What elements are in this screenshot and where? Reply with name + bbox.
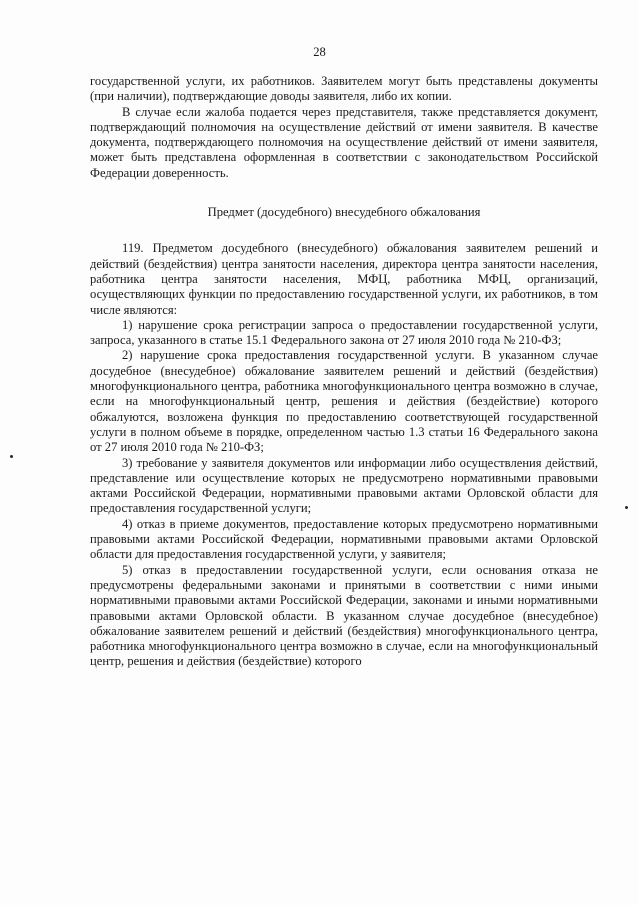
- paragraph-representative-complaint: В случае если жалоба подается через представителя, также представляется документ, подтверждающий полномочия на осуществление действий от имени заявителя. В качестве документа, подтверждающего полномочия на осуществление действий от имени заявителя, может быть представлена оформленная в соответствии с законодательством Российской Федерации доверенность.: [90, 104, 598, 180]
- list-item-1: 1) нарушение срока регистрации запроса о предоставлении государственной услуги, запроса, указанного в статье 15.1 Федерального закона от 27 июля 2010 года № 210-ФЗ;: [90, 317, 598, 348]
- list-item-3: 3) требование у заявителя документов или информации либо осуществления действий, представление или осуществление которых не предусмотрено нормативными правовыми актами Российской Федерации, нормативными правовыми актами Орловской области для предоставления государственной услуги;: [90, 455, 598, 516]
- list-item-4: 4) отказ в приеме документов, предоставление которых предусмотрено нормативными правовыми актами Российской Федерации, нормативными правовыми актами Орловской области для предоставления государственной услуги, у заявителя;: [90, 516, 598, 562]
- scan-speck: [625, 506, 628, 509]
- section-heading: Предмет (досудебного) внесудебного обжалования: [207, 205, 481, 220]
- paragraph-continuation: государственной услуги, их работников. Заявителем могут быть представлены документы (при наличии), подтверждающие доводы заявителя, либо их копии.: [90, 74, 598, 104]
- list-item-2: 2) нарушение срока предоставления государственной услуги. В указанном случае досудебное (внесудебное) обжалование заявителем решений и действий (бездействия) многофункционального центра, работника многофункционального центра возможно в случае, если на многофункциональный центр, решения и действия (бездействие) которого обжалуются, возложена функция по предоставлению соответствующей государственной услуги в полном объеме в порядке, определенном частью 1.3 статьи 16 Федерального закона от 27 июля 2010 года № 210-ФЗ;: [90, 348, 598, 455]
- list-item-5: 5) отказ в предоставлении государственной услуги, если основания отказа не предусмотрены федеральными законами и принятыми в соответствии с ними иными нормативными правовыми актами Российской Федерации, законами и иными нормативными правовыми актами Орловской области. В указанном случае досудебное (внесудебное) обжалование заявителем решений и действий (бездействия) многофункционального центра, работника многофункционального центра возможно в случае, если на многофункциональный центр, решения и действия (бездействие) которого: [90, 562, 598, 669]
- paragraph-119: 119. Предметом досудебного (внесудебного) обжалования заявителем решений и действий (бездействия) центра занятости населения, директора центра занятости населения, работника центра занятости населения, МФЦ, работника МФЦ, организаций, осуществляющих функции по предоставлению государственной услуги, их работников, в том числе являются:: [90, 241, 598, 317]
- scan-speck: [10, 455, 13, 458]
- page-number: 28: [313, 45, 326, 59]
- document-body: [90, 74, 598, 670]
